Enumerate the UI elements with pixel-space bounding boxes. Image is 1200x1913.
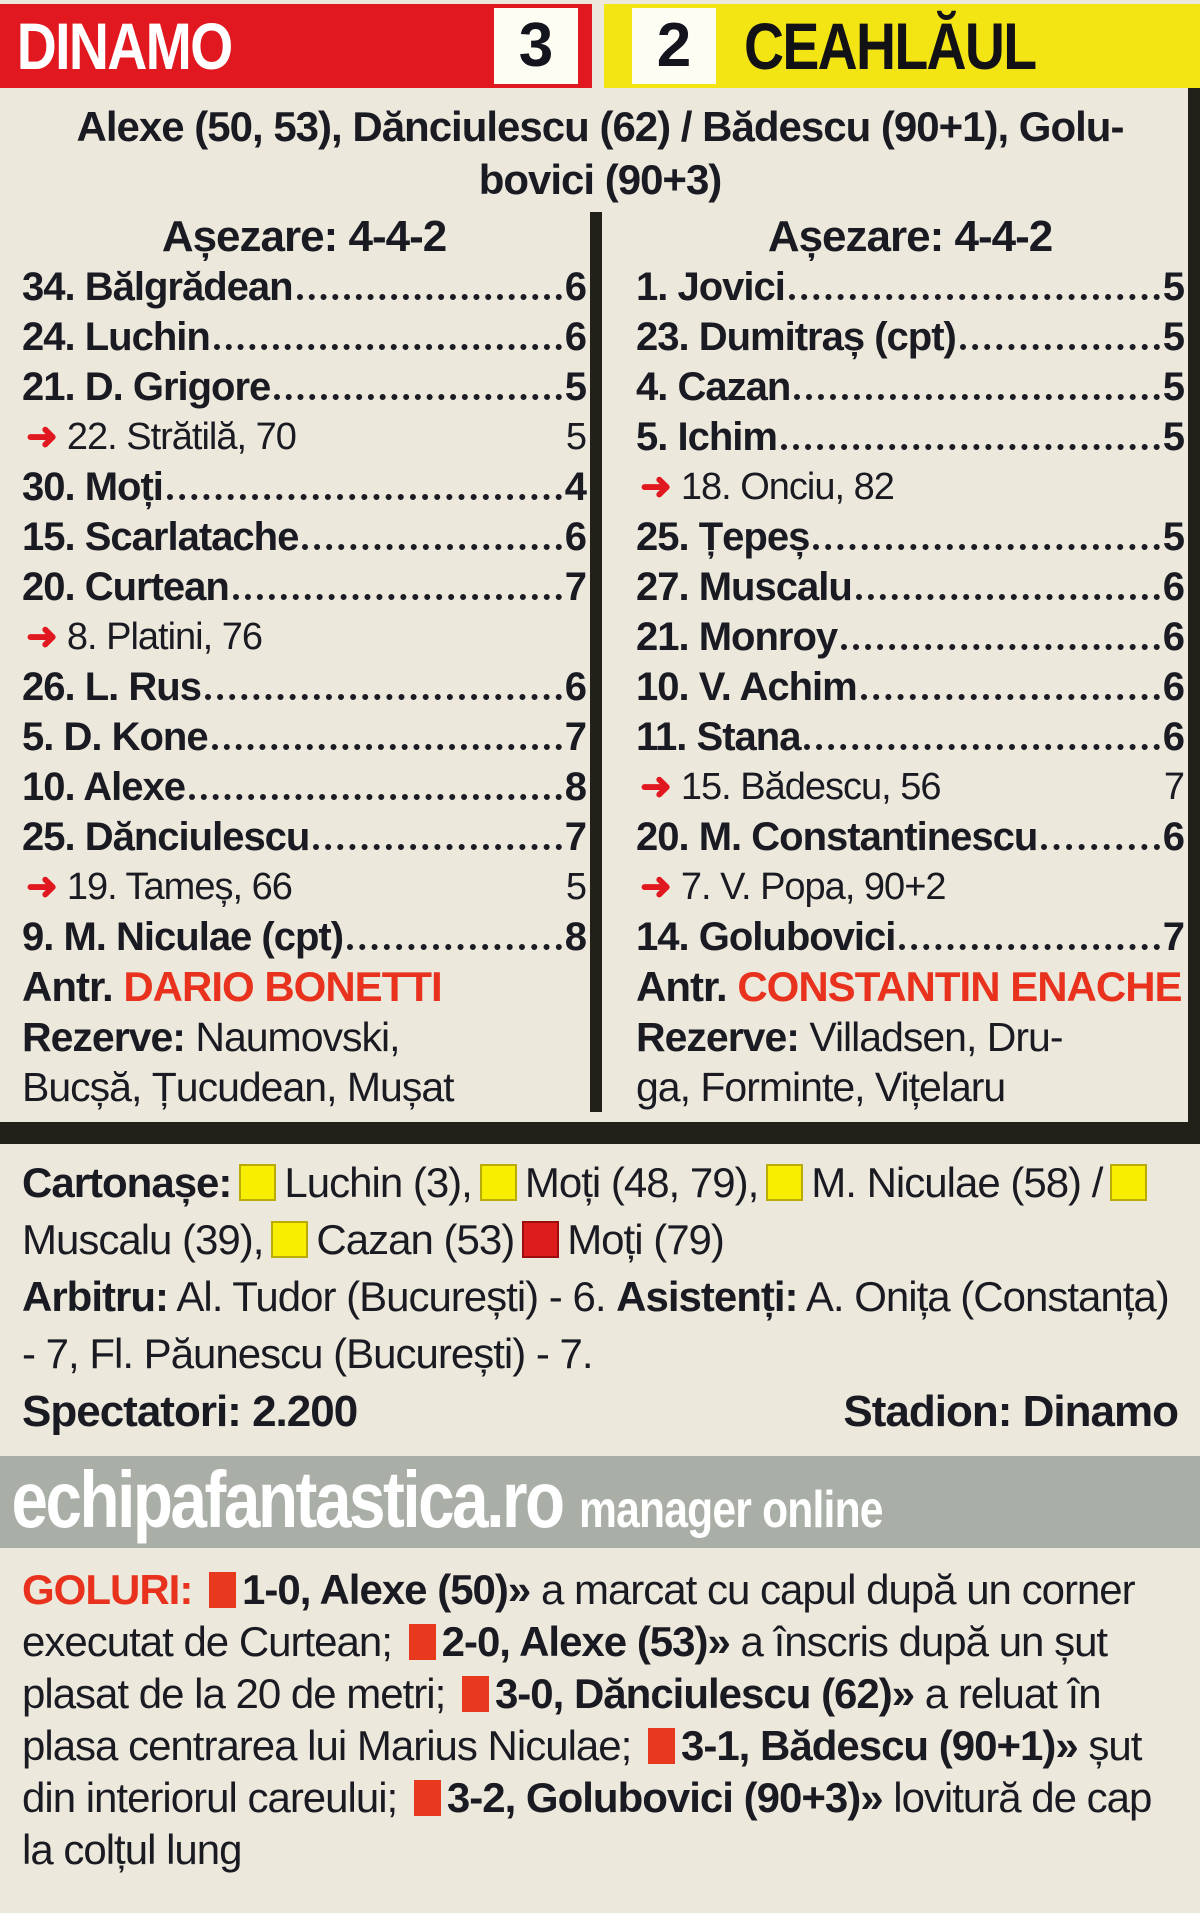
player-rating: 5 [1162, 515, 1184, 559]
player-name: 5. D. Kone [22, 715, 208, 759]
goal-bullet-icon [462, 1676, 489, 1712]
player-rating: 6 [564, 265, 586, 309]
player-name: 20. M. Constantinescu [636, 815, 1038, 859]
player-name: 26. L. Rus [22, 665, 201, 709]
player-row [636, 462, 1184, 512]
player-row [636, 262, 1184, 312]
card-icon [239, 1164, 276, 1201]
home-formation: Așezare: 4-4-2 [161, 212, 447, 261]
player-rating: 7 [1163, 766, 1184, 808]
cards-paragraph [0, 1144, 1200, 1268]
player-row [22, 612, 586, 662]
rating-leader-dots [167, 494, 562, 500]
player-rating: 5 [1162, 415, 1184, 459]
rating-leader-dots [856, 594, 1160, 600]
player-rating: 5 [564, 365, 586, 409]
substitution-arrow-icon: ➜ [640, 766, 671, 808]
stadium-value: Dinamo [1022, 1387, 1178, 1436]
goal-bullet-icon [209, 1572, 236, 1608]
goal-description: a reluat în plasa centrarea lui Marius Niculae; [22, 1670, 1101, 1769]
player-row [22, 262, 586, 312]
player-name: 25. Dănciulescu [22, 815, 310, 859]
player-row [22, 562, 586, 612]
goal-description: a marcat cu capul după un corner executat de Curtean; [22, 1566, 1135, 1665]
player-name: 21. D. Grigore [22, 365, 271, 409]
player-name: 14. Golubovici [636, 915, 896, 959]
goals-paragraph [0, 1548, 1200, 1876]
player-name: 24. Luchin [22, 315, 210, 359]
player-row [22, 362, 586, 412]
rating-leader-dots [313, 844, 561, 850]
coach-label: Antr. [636, 963, 727, 1010]
substitution-arrow-icon: ➜ [26, 416, 57, 458]
player-row [22, 712, 586, 762]
right-page-border [1188, 88, 1200, 1132]
goal-bullet-icon [414, 1780, 441, 1816]
player-name: 15. Bădescu, 56 [680, 766, 941, 808]
home-reserves-line-2 [22, 1062, 586, 1112]
away-lineup-column [600, 212, 1200, 1112]
player-rating: 7 [1162, 915, 1184, 959]
goal-description: lovitură de cap la colțul lung [22, 1774, 1152, 1873]
attendance-value: 2.200 [252, 1387, 358, 1436]
player-name: 11. Stana [636, 715, 801, 759]
player-row [22, 812, 586, 862]
player-rating: 7 [564, 715, 586, 759]
rating-leader-dots [302, 544, 561, 550]
player-row [22, 412, 586, 462]
goal-bullet-icon [648, 1728, 675, 1764]
home-lineup-column [0, 212, 600, 1112]
card-icon [271, 1221, 308, 1258]
player-rating: 7 [564, 815, 586, 859]
goal-score: 3-0, Dănciulescu (62)» [494, 1670, 915, 1717]
attendance-stadium-row [0, 1382, 1200, 1440]
goal-score: 2-0, Alexe (53)» [441, 1618, 730, 1665]
rating-leader-dots [212, 744, 562, 750]
goal-score: 1-0, Alexe (50)» [241, 1566, 531, 1613]
card-player: Cazan (53) [316, 1216, 515, 1263]
home-team-name: DINAMO [16, 9, 232, 83]
goalscorers-line-2: bovici (90+3) [478, 156, 722, 203]
player-name: 10. Alexe [22, 765, 185, 809]
player-rating: 7 [564, 565, 586, 609]
officials-paragraph [0, 1268, 1200, 1382]
away-reserves-line-2 [636, 1062, 1184, 1112]
rating-leader-dots [960, 344, 1160, 350]
player-name: 5. Ichim [636, 415, 777, 459]
card-player: Luchin (3), [284, 1159, 472, 1206]
player-rating: 6 [564, 665, 586, 709]
substitution-arrow-icon: ➜ [26, 866, 57, 908]
player-rating: 5 [1162, 265, 1184, 309]
cards-label: Cartonașe: [22, 1159, 232, 1206]
rating-leader-dots [233, 594, 562, 600]
referee-label: Arbitru: [22, 1273, 168, 1320]
player-row [636, 362, 1184, 412]
player-rating: 5 [565, 866, 586, 908]
player-name: 34. Bălgrădean [22, 265, 293, 309]
ad-banner [0, 1456, 1200, 1548]
player-rating: 6 [1162, 665, 1184, 709]
player-name: 22. Strătilă, 70 [66, 416, 296, 458]
player-row [636, 562, 1184, 612]
goalscorers-summary [0, 92, 1200, 206]
home-reserves-names-1: Naumovski, [195, 1014, 400, 1060]
thick-separator-rule [0, 1122, 1200, 1144]
card-icon [766, 1164, 803, 1201]
player-row [22, 862, 586, 912]
ad-banner-tagline: manager online [579, 1481, 883, 1539]
card-player: M. Niculae (58) / [811, 1159, 1103, 1206]
rating-leader-dots [804, 744, 1159, 750]
rating-leader-dots [214, 344, 562, 350]
away-coach-name: CONSTANTIN ENACHE [737, 963, 1182, 1010]
substitution-arrow-icon: ➜ [640, 866, 671, 908]
player-name: 4. Cazan [636, 365, 791, 409]
attendance [22, 1384, 357, 1440]
assistants-label: Asistenți: [616, 1273, 798, 1320]
player-row [636, 412, 1184, 462]
player-name: 9. M. Niculae (cpt) [22, 915, 344, 959]
away-score: 2 [632, 8, 716, 84]
column-divider [590, 212, 602, 1112]
home-coach-name: DARIO BONETTI [123, 963, 442, 1010]
player-row [636, 512, 1184, 562]
rating-leader-dots [347, 944, 562, 950]
player-row [22, 662, 586, 712]
home-reserves-names-2: Bucșă, Țucudean, Mușat [22, 1064, 454, 1110]
away-team-name: CEAHLĂUL [744, 9, 1036, 83]
player-row [636, 912, 1184, 962]
player-name: 15. Scarlatache [22, 515, 299, 559]
away-reserves-names-2: ga, Forminte, Vițelaru [636, 1064, 1006, 1110]
ad-banner-brand: echipafantastica.ro [11, 1456, 563, 1544]
player-row [636, 812, 1184, 862]
player-row [636, 662, 1184, 712]
match-header [0, 0, 1200, 92]
rating-leader-dots [1041, 844, 1159, 850]
player-name: 23. Dumitraș (cpt) [636, 315, 956, 359]
rating-leader-dots [841, 644, 1160, 650]
rating-leader-dots [781, 444, 1160, 450]
away-formation: Așezare: 4-4-2 [767, 212, 1053, 261]
player-row [636, 762, 1184, 812]
card-player: Moți (48, 79), [524, 1159, 759, 1206]
player-row [22, 912, 586, 962]
rating-leader-dots [189, 794, 562, 800]
player-rating: 5 [1162, 365, 1184, 409]
player-rating: 5 [1162, 315, 1184, 359]
card-entry [514, 1216, 724, 1263]
player-name: 10. V. Achim [636, 665, 857, 709]
player-name: 7. V. Popa, 90+2 [680, 866, 946, 908]
goal-score: 3-2, Golubovici (90+3)» [446, 1774, 883, 1821]
substitution-arrow-icon: ➜ [640, 466, 671, 508]
ad-banner-content [0, 1456, 984, 1548]
player-rating: 6 [564, 315, 586, 359]
stadium [843, 1384, 1178, 1440]
assistants-names: A. Onița (Constanța) - 7, Fl. Păunescu (București) - 7. [22, 1273, 1169, 1377]
player-row [22, 312, 586, 362]
player-name: 25. Țepeș [636, 515, 810, 559]
player-rating: 6 [1162, 615, 1184, 659]
player-row [22, 512, 586, 562]
player-name: 18. Onciu, 82 [680, 466, 894, 508]
rating-leader-dots [205, 694, 562, 700]
goalscorers-line-1: Alexe (50, 53), Dănciulescu (62) / Bădescu (90+1), Golu- [76, 103, 1124, 150]
player-rating: 4 [564, 465, 586, 509]
coach-label: Antr. [22, 963, 113, 1010]
player-name: 8. Platini, 76 [66, 616, 262, 658]
player-name: 21. Monroy [636, 615, 838, 659]
player-row [636, 312, 1184, 362]
home-score: 3 [494, 8, 578, 84]
away-coach-line [636, 962, 1184, 1012]
away-team-band [604, 4, 1200, 88]
card-entry [231, 1159, 471, 1206]
player-name: 1. Jovici [636, 265, 785, 309]
away-reserves-names-1: Villadsen, Dru- [809, 1014, 1063, 1060]
player-row [636, 612, 1184, 662]
card-entry [472, 1159, 758, 1206]
stadium-label: Stadion: [843, 1387, 1012, 1436]
card-entry [263, 1216, 514, 1263]
goal-bullet-icon [409, 1624, 436, 1660]
rating-leader-dots [297, 294, 562, 300]
goal-description: a înscris după un șut plasat de la 20 de metri; [22, 1618, 1108, 1717]
lineups-section [0, 212, 1200, 1112]
card-player: Moți (79) [567, 1216, 724, 1263]
player-rating: 6 [564, 515, 586, 559]
rating-leader-dots [274, 394, 561, 400]
rating-leader-dots [789, 294, 1160, 300]
player-rating: 6 [1162, 565, 1184, 609]
card-entry [758, 1159, 1102, 1206]
rating-leader-dots [813, 544, 1159, 550]
player-rating: 8 [564, 765, 586, 809]
substitution-arrow-icon: ➜ [26, 616, 57, 658]
player-name: 20. Curtean [22, 565, 229, 609]
rating-leader-dots [861, 694, 1160, 700]
rating-leader-dots [794, 394, 1159, 400]
reserves-label: Rezerve: [22, 1014, 185, 1060]
home-coach-line [22, 962, 586, 1012]
player-rating: 8 [564, 915, 586, 959]
card-icon [480, 1164, 517, 1201]
player-row [636, 712, 1184, 762]
player-row [22, 762, 586, 812]
referee-name: Al. Tudor (București) - 6. [176, 1273, 606, 1320]
home-team-band [0, 4, 592, 88]
attendance-label: Spectatori: [22, 1387, 241, 1436]
player-rating: 5 [565, 416, 586, 458]
card-icon [1110, 1164, 1147, 1201]
player-name: 27. Muscalu [636, 565, 852, 609]
home-reserves-line-1 [22, 1012, 586, 1062]
goal-description: șut din interiorul careului; [22, 1722, 1142, 1821]
goals-label: GOLURI: [22, 1566, 193, 1613]
card-player: Muscalu (39), [22, 1216, 264, 1263]
player-rating: 6 [1162, 715, 1184, 759]
rating-leader-dots [899, 944, 1159, 950]
card-icon [522, 1221, 559, 1258]
player-name: 19. Tameș, 66 [66, 866, 292, 908]
player-rating: 6 [1162, 815, 1184, 859]
player-row [22, 462, 586, 512]
player-row [636, 862, 1184, 912]
player-name: 30. Moți [22, 465, 163, 509]
goal-score: 3-1, Bădescu (90+1)» [680, 1722, 1078, 1769]
away-reserves-line-1 [636, 1012, 1184, 1062]
reserves-label: Rezerve: [636, 1014, 799, 1060]
